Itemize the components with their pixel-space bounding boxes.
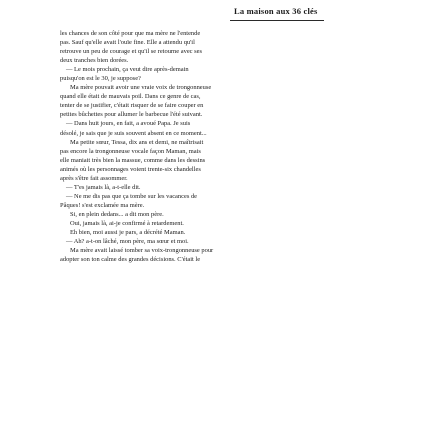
text-line: Si, en plein dedans... a dit mon père. — [70, 210, 164, 218]
text-line: Pâques! s'est exclamée ma mère. — [60, 201, 145, 209]
running-header: La maison aux 36 clés — [234, 6, 318, 16]
text-line: Ma petite sœur, Tessa, dix ans et demi, ne maîtrisait — [70, 138, 204, 146]
text-line: puisqu'on est le 30, je suppose? — [60, 75, 141, 83]
text-line: — Ne me dis pas que ça tombe sur les vacances de — [66, 192, 198, 200]
text-line: petites bûchettes pour allumer le barbecue l'été suivant. — [60, 111, 203, 119]
text-line: après s'être fait assommer. — [60, 174, 128, 182]
text-line: quand elle était de mauvais poil. Dans ce genre de cas, — [60, 93, 201, 101]
text-line: retrouve un peu de courage et qu'il se retourne avec ses — [60, 48, 203, 56]
text-line: désolé, je sais que je suis souvent absent en ce moment... — [60, 129, 207, 137]
text-line: tenter de se justifier, c'était risquer de se faire couper en — [60, 102, 204, 110]
text-line: elle maniait très bien la massue, comme dans les dessins — [60, 156, 206, 164]
text-line: deux tranches bien dorées. — [60, 57, 129, 65]
text-line: Ma mère pouvait avoir une vraie voix de trongonneuse — [70, 84, 212, 92]
text-line: animés où les personnages voient trente-six chandelles — [60, 165, 201, 173]
text-line: Eh bien, moi aussi je pars, a décrété Maman. — [70, 229, 186, 237]
text-line: — Le mois prochain, ça veut dire après-demain — [66, 66, 189, 74]
text-line: les chances de son côté pour que ma mère ne l'entende — [60, 30, 201, 37]
text-line: — Dans huit jours, en fait, a avoué Papa. Je suis — [66, 120, 191, 128]
text-line: Oui, jamais là, ai-je confirmé à retardement. — [70, 219, 184, 227]
text-line: Ma mère avait laissé tomber sa voix-trongonneuse pour — [70, 247, 214, 255]
text-line: pas encore la trongonneuse vocale façon Maman, mais — [60, 147, 201, 155]
text-line: pas. Sauf qu'elle avait l'ouïe fine. Elle a attendu qu'il — [60, 39, 195, 47]
text-line: — T'es jamais là, a-t-elle dit. — [66, 183, 141, 191]
page-body — [60, 29, 380, 264]
text-line: adopter son ton calme des grandes décisions. C'était le — [60, 256, 201, 264]
text-line: — Ah? a-t-on lâché, mon père, ma sœur et moi. — [66, 238, 189, 246]
